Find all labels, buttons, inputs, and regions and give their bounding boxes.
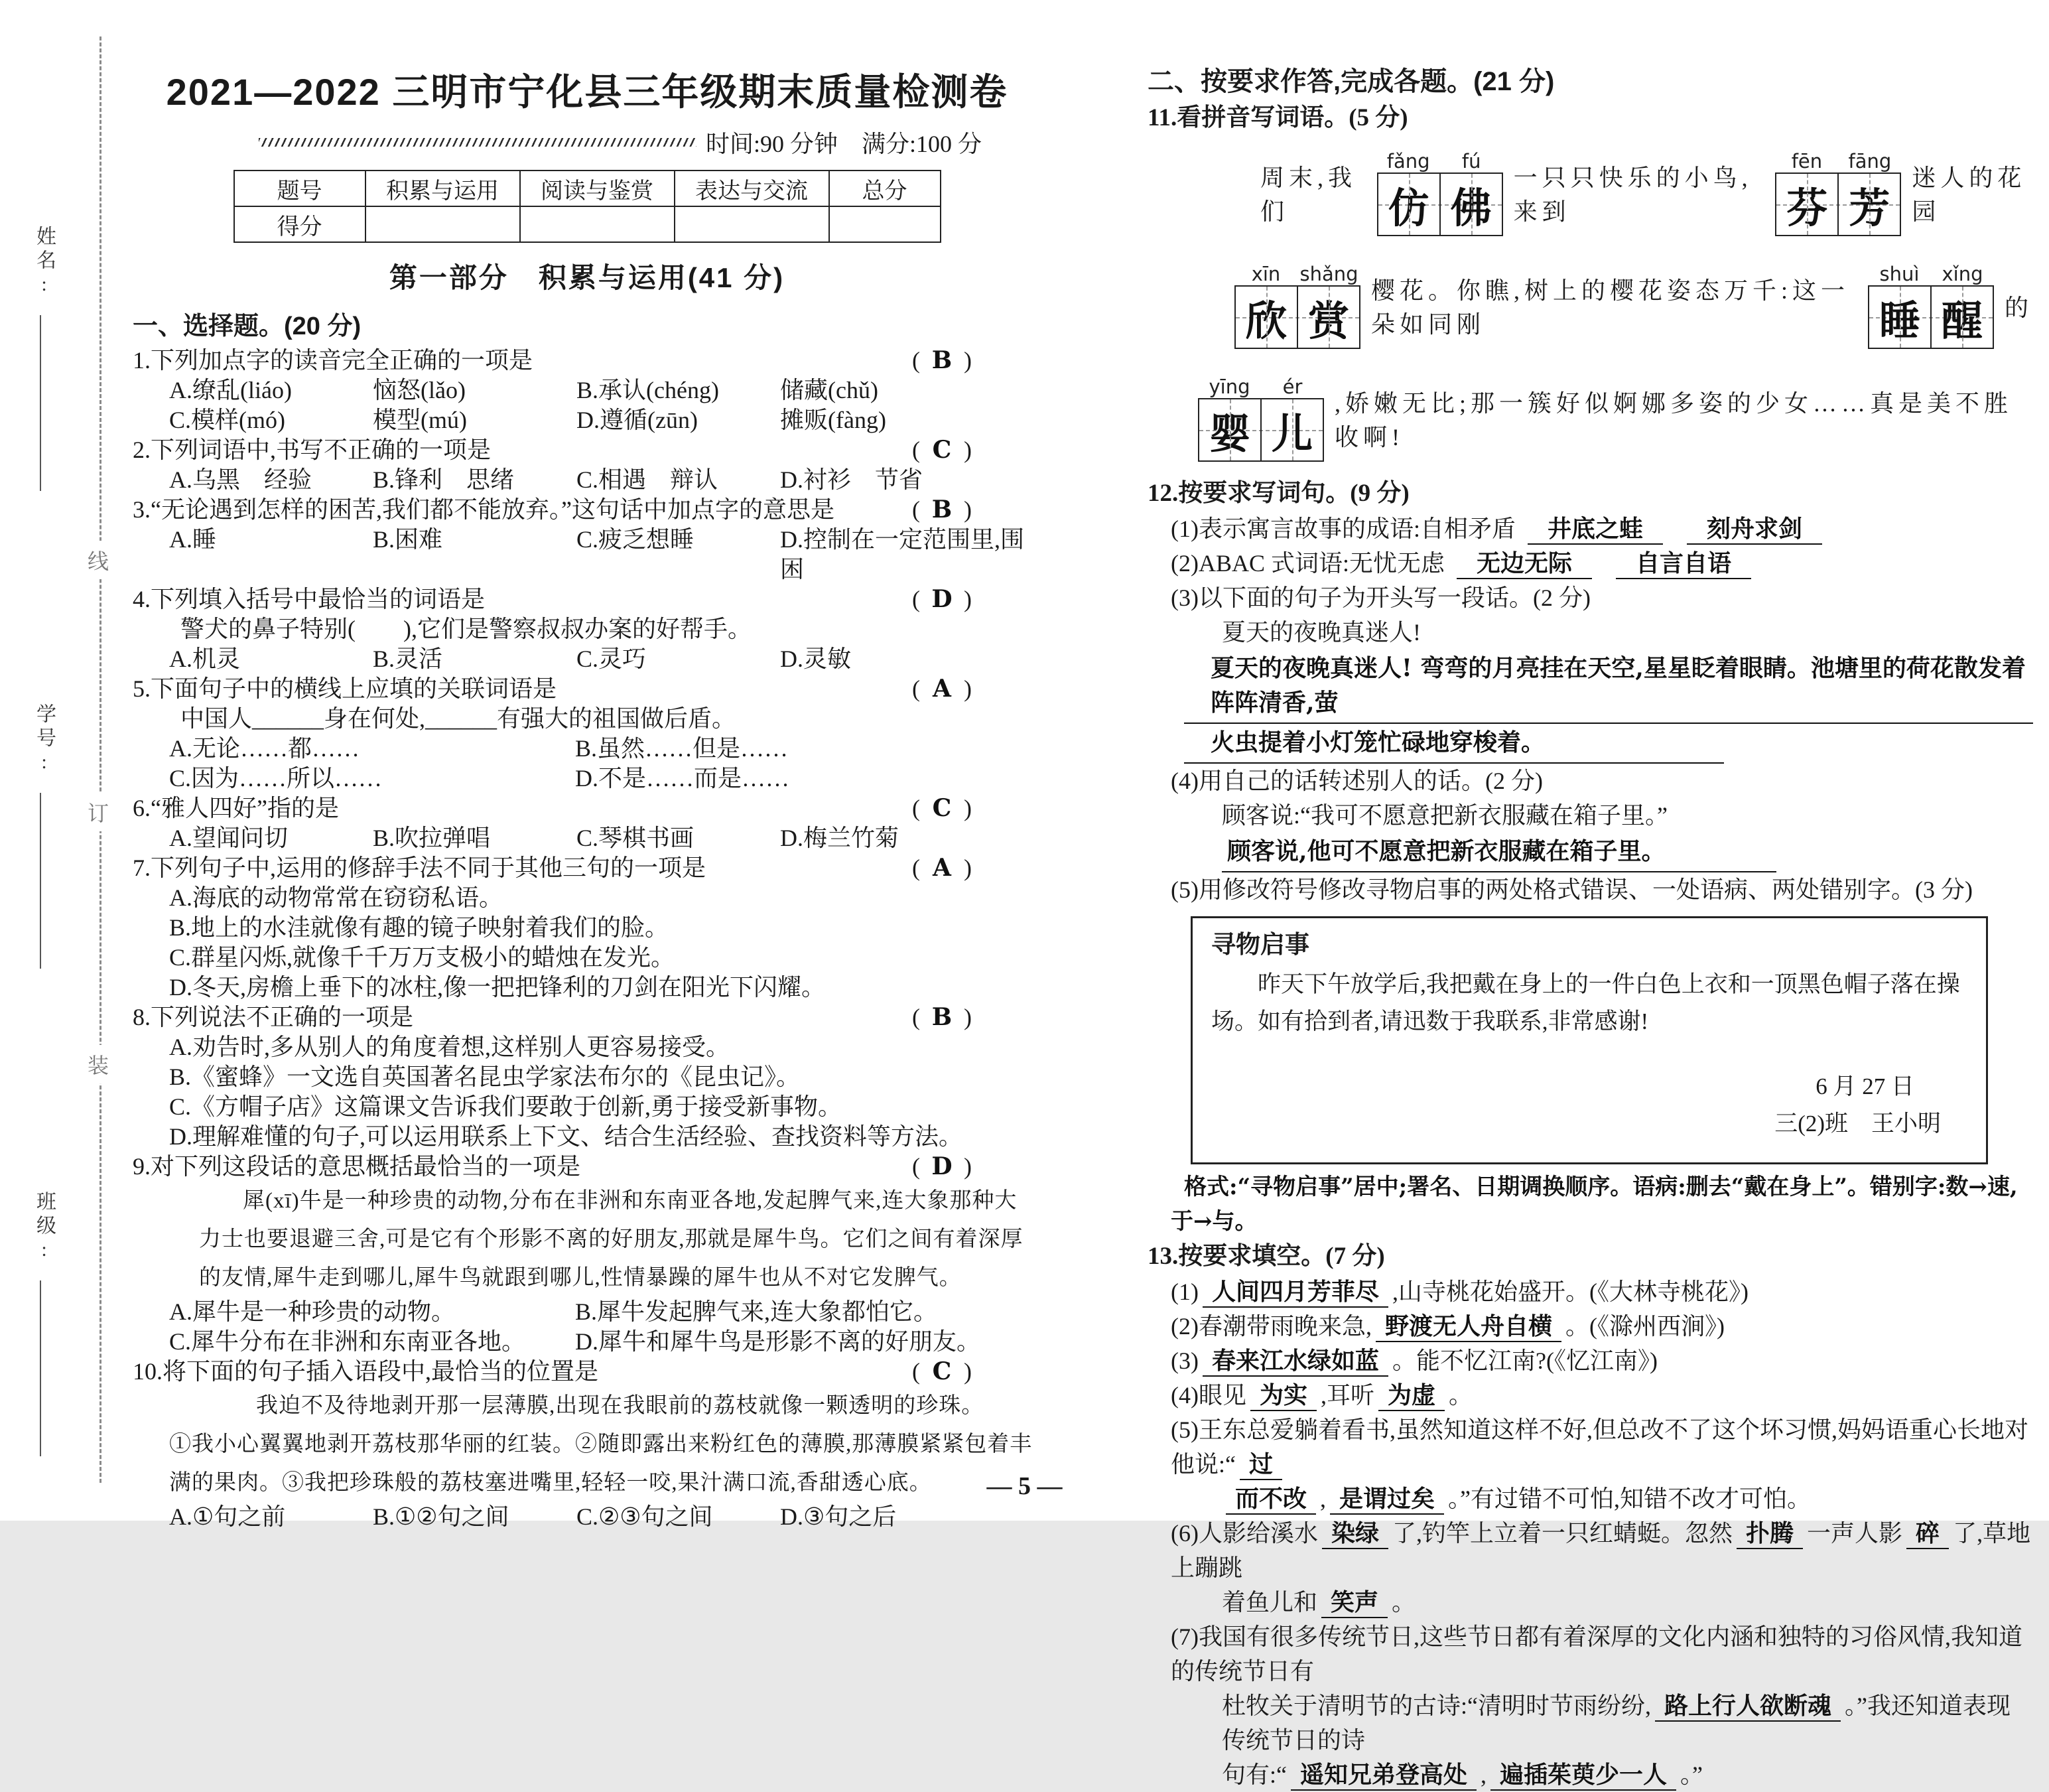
time-and-score: 时间:90 分钟 满分:100 分 bbox=[705, 131, 982, 157]
decorative-zigzag bbox=[259, 138, 696, 147]
question-stem: 2.下列词语中,书写不正确的一项是 bbox=[133, 437, 492, 463]
question-stem: 10.将下面的句子插入语段中,最恰当的位置是 bbox=[133, 1358, 599, 1385]
correction-note-line2: 于→与。 bbox=[1171, 1208, 1258, 1235]
lost-and-found-notice-box bbox=[1191, 916, 1988, 1164]
pinyin-writing-box bbox=[1868, 263, 1994, 349]
option: A.睡 bbox=[169, 526, 216, 553]
option: B.困难 bbox=[373, 526, 443, 553]
row-text: 一只只快乐的小鸟,来到 bbox=[1513, 165, 1752, 225]
pinyin-row-3 bbox=[1148, 363, 2033, 474]
pinyin-row-1 bbox=[1148, 137, 2033, 249]
row-text: 周末,我们 bbox=[1260, 165, 1357, 225]
question-11-heading: 11.看拼音写词语。(5 分) bbox=[1148, 104, 1408, 131]
notice-title: 寻物启事 bbox=[1211, 931, 1309, 958]
binding-mark-ding: 订 bbox=[86, 793, 110, 831]
question-13-heading: 13.按要求填空。(7 分) bbox=[1148, 1243, 1385, 1270]
part1-heading: 一、选择题。(20 分) bbox=[133, 312, 362, 340]
row-text: 迷人的花园 bbox=[1912, 165, 2026, 225]
option: B.吹拉弹唱 bbox=[373, 825, 491, 851]
q12-item-3-answer-line2: 火虫提着小灯笼忙碌地穿梭着。 bbox=[1184, 724, 1724, 764]
option: B.虽然……但是…… bbox=[575, 735, 789, 762]
handwritten-answer: A bbox=[933, 675, 951, 703]
q12-item-3-answer-line1: 夏天的夜晚真迷人! 弯弯的月亮挂在天空,星星眨着眼睛。池塘里的荷花散发着阵阵清香,萤 bbox=[1184, 650, 2033, 724]
pinyin-writing-box bbox=[1198, 376, 1324, 462]
row-text: 的 bbox=[2004, 294, 2033, 321]
q13-item-1: (1) 人间四月芳菲尽 ,山寺桃花始盛开。(《大林寺桃花》) bbox=[1148, 1275, 2033, 1309]
score-cell-empty bbox=[520, 206, 675, 242]
student-id-label: 学号: bbox=[33, 703, 55, 777]
q12-item-4-answer: 顾客说,他可不愿意把新衣服藏在箱子里。 bbox=[1222, 833, 1776, 872]
option: C.《方帽子店》这篇课文告诉我们要敢于创新,勇于接受新事物。 bbox=[169, 1093, 842, 1120]
option: D.控制在一定范围里,围困 bbox=[780, 526, 1024, 583]
reading-passage: ①我小心翼翼地剥开荔枝那华丽的红装。②随即露出来粉红色的薄膜,那薄膜紧紧包着丰满的果肉。③我把珍珠般的荔枝塞进嘴里,轻轻一咬,果汁满口流,香甜透心底。 bbox=[169, 1432, 1033, 1495]
score-table-header: 题号 bbox=[234, 171, 365, 206]
question-sentence: 警犬的鼻子特别( ),它们是警察叔叔办案的好帮手。 bbox=[180, 616, 752, 642]
handwritten-character: 仿 bbox=[1378, 174, 1439, 235]
score-table-header: 阅读与鉴赏 bbox=[520, 171, 675, 206]
answer-blank: ( B ) bbox=[912, 346, 972, 374]
handwritten-character: 欣 bbox=[1236, 287, 1297, 348]
handwritten-character: 睡 bbox=[1869, 287, 1930, 348]
right-page bbox=[1148, 63, 2033, 1792]
question-3 bbox=[133, 495, 1041, 585]
pinyin-label: xǐng bbox=[1942, 263, 1983, 285]
option: D.犀牛和犀牛鸟是形影不离的好朋友。 bbox=[575, 1328, 980, 1355]
pinyin-label: fú bbox=[1461, 150, 1481, 172]
notice-signer: 三(2)班 王小明 bbox=[1774, 1111, 1941, 1137]
question-9 bbox=[133, 1152, 1041, 1357]
option: B.地上的水洼就像有趣的镜子映射着我们的脸。 bbox=[169, 914, 669, 941]
handwritten-answer: D bbox=[931, 1152, 953, 1180]
question-stem: 3.“无论遇到怎样的困苦,我们都不能放弃。”这句话中加点字的意思是 bbox=[133, 496, 834, 523]
option: A.望闻问切 bbox=[169, 825, 288, 851]
handwritten-answer: A bbox=[933, 854, 951, 882]
q13-item-7-line3: 句有:“ 遥知兄弟登高处 , 遍插茱萸少一人 。” bbox=[1148, 1758, 2033, 1792]
q13-item-3: (3) 春来江水绿如蓝 。能不忆江南?(《忆江南》) bbox=[1148, 1344, 2033, 1378]
handwritten-character: 醒 bbox=[1930, 287, 1993, 348]
option: D.冬天,房檐上垂下的冰柱,像一把把锋利的刀剑在阳光下闪耀。 bbox=[169, 974, 825, 1000]
reading-passage: 犀(xī)牛是一种珍贵的动物,分布在非洲和东南亚各地,发起脾气来,连大象那种大力士也要退避三舍,可是它有个形影不离的好朋友,那就是犀牛鸟。它们之间有着深厚的友情,犀牛走到哪儿,犀牛鸟就跟到哪儿,性情暴躁的犀牛也从不对它发脾气。 bbox=[199, 1189, 1024, 1290]
question-10 bbox=[133, 1357, 1041, 1532]
option: C.灵巧 bbox=[576, 646, 647, 672]
student-name-blank-line bbox=[40, 315, 41, 491]
question-2 bbox=[133, 435, 1041, 495]
student-class-blank-line bbox=[40, 1280, 41, 1456]
q12-item-4-prompt: 顾客说:“我可不愿意把新衣服藏在箱子里。” bbox=[1222, 802, 1668, 829]
handwritten-answer: C bbox=[932, 794, 952, 822]
option: A.乌黑 经验 bbox=[169, 466, 312, 493]
q12-item-3-heading: (3)以下面的句子为开头写一段话。(2 分) bbox=[1171, 585, 1591, 611]
pinyin-label: shuì bbox=[1879, 263, 1920, 285]
question-stem: 5.下面句子中的横线上应填的关联词语是 bbox=[133, 675, 557, 702]
option: C.②③句之间 bbox=[576, 1503, 713, 1530]
score-table-header: 表达与交流 bbox=[675, 171, 829, 206]
row-text: 樱花。你瞧,树上的樱花姿态万千:这一朵如同刚 bbox=[1371, 277, 1850, 338]
row-text: ,娇嫩无比;那一簇好似婀娜多姿的少女……真是美不胜收啊! bbox=[1335, 390, 2013, 450]
option: C.因为……所以…… bbox=[169, 765, 383, 792]
pinyin-label: ér bbox=[1282, 376, 1303, 398]
answer-blank: ( C ) bbox=[912, 794, 972, 822]
option: A.①句之前 bbox=[169, 1503, 286, 1530]
q12-item-1: (1)表示寓言故事的成语:自相矛盾 井底之蛙 刻舟求剑 bbox=[1148, 512, 2033, 546]
q12-item-4-heading: (4)用自己的话转述别人的话。(2 分) bbox=[1171, 768, 1543, 794]
student-class-label: 班级: bbox=[33, 1191, 55, 1265]
option: C.疲乏想睡 bbox=[576, 526, 694, 553]
option: B.犀牛发起脾气来,连大象都怕它。 bbox=[575, 1298, 938, 1325]
option: D.③句之后 bbox=[780, 1503, 897, 1530]
handwritten-answer: B bbox=[931, 496, 953, 523]
handwritten-answer: B bbox=[931, 1003, 953, 1031]
option: A.劝告时,多从别人的角度着想,这样别人更容易接受。 bbox=[169, 1034, 730, 1060]
question-stem: 7.下列句子中,运用的修辞手法不同于其他三句的一项是 bbox=[133, 855, 706, 881]
handwritten-answer: C bbox=[932, 1357, 952, 1385]
notice-body: 昨天下午放学后,我把戴在身上的一件白色上衣和一顶黑色帽子落在操场。如有拾到者,请迅数于我联系,非常感谢! bbox=[1211, 971, 1960, 1034]
option: D.不是……而是…… bbox=[575, 765, 789, 792]
handwritten-character: 儿 bbox=[1260, 399, 1323, 460]
left-page bbox=[133, 63, 1041, 1532]
handwritten-character: 赏 bbox=[1297, 287, 1359, 348]
answer-blank: ( C ) bbox=[912, 1357, 972, 1385]
section1-heading: 第一部分 积累与运用(41 分) bbox=[389, 262, 785, 293]
option: C.群星闪烁,就像千千万万支极小的蜡烛在发光。 bbox=[169, 944, 675, 971]
q12-item-3-prompt: 夏天的夜晚真迷人! bbox=[1222, 619, 1421, 646]
pinyin-label: shǎng bbox=[1299, 263, 1358, 285]
binding-mark-xian: 线 bbox=[86, 541, 110, 579]
option: D.灵敏 bbox=[780, 646, 851, 672]
page-number: — 5 — bbox=[986, 1472, 1063, 1500]
pinyin-label: yīng bbox=[1209, 376, 1250, 398]
paper-title: 2021—2022 三明市宁化县三年级期末质量检测卷 bbox=[166, 71, 1008, 113]
question-4 bbox=[133, 585, 1041, 674]
handwritten-character: 芳 bbox=[1837, 174, 1900, 235]
q13-item-6-line1: (6)人影给溪水 染绿 了,钓竿上立着一只红蜻蜓。忽然 扑腾 一声人影 碎 了,草地上蹦跳 bbox=[1171, 1519, 2031, 1581]
option: C.琴棋书画 bbox=[576, 825, 694, 851]
question-stem: 6.“雅人四好”指的是 bbox=[133, 795, 339, 821]
student-id-blank-line bbox=[40, 793, 41, 969]
answer-blank: ( D ) bbox=[912, 585, 972, 613]
q12-item-5-heading: (5)用修改符号修改寻物启事的两处格式错误、一处语病、两处错别字。(3 分) bbox=[1171, 876, 1973, 903]
question-12-heading: 12.按要求写词句。(9 分) bbox=[1148, 480, 1410, 507]
handwritten-character: 芬 bbox=[1776, 174, 1837, 235]
handwritten-character: 婴 bbox=[1199, 399, 1260, 460]
answer-blank: ( B ) bbox=[912, 1003, 972, 1031]
option: D.理解难懂的句子,可以运用联系上下文、结合生活经验、查找资料等方法。 bbox=[169, 1123, 962, 1150]
option: B.①②句之间 bbox=[373, 1503, 509, 1530]
question-6 bbox=[133, 793, 1041, 853]
answer-blank: ( A ) bbox=[912, 675, 972, 703]
pinyin-row-2 bbox=[1148, 250, 2033, 362]
pinyin-writing-box bbox=[1234, 263, 1360, 349]
correction-note-line1: 格式:“寻物启事”居中;署名、日期调换顺序。语病:删去“戴在身上”。错别字:数→速, bbox=[1184, 1174, 2018, 1200]
q13-item-5-line2: 而不改 , 是谓过矣 。”有过错不可怕,知错不改才可怕。 bbox=[1148, 1482, 2033, 1516]
score-row-label: 得分 bbox=[234, 206, 365, 242]
option: D.梅兰竹菊 bbox=[780, 825, 899, 851]
question-1 bbox=[133, 346, 1041, 435]
pinyin-writing-box bbox=[1377, 150, 1503, 236]
option: C.犀牛分布在非洲和东南亚各地。 bbox=[169, 1328, 526, 1355]
pinyin-label: xīn bbox=[1251, 263, 1281, 285]
option: 模型(mú) bbox=[373, 407, 467, 433]
q13-item-4: (4)眼见 为实 ,耳听 为虚 。 bbox=[1148, 1378, 2033, 1413]
q13-item-2: (2)春潮带雨晚来急, 野渡无人舟自横 。(《滁州西涧》) bbox=[1148, 1309, 2033, 1344]
student-name-label: 姓名: bbox=[33, 226, 55, 299]
question-8 bbox=[133, 1002, 1041, 1152]
option: B.《蜜蜂》一文选自英国著名昆虫学家法布尔的《昆虫记》。 bbox=[169, 1064, 801, 1090]
answer-blank: ( C ) bbox=[912, 436, 972, 464]
pinyin-writing-box bbox=[1775, 150, 1901, 236]
binding-mark-zhuang: 装 bbox=[86, 1045, 110, 1083]
option: A.缭乱(liáo) bbox=[169, 377, 292, 403]
option: A.犀牛是一种珍贵的动物。 bbox=[169, 1298, 455, 1325]
question-5 bbox=[133, 674, 1041, 793]
option: C.相遇 辩认 bbox=[576, 466, 718, 493]
notice-date: 6 月 27 日 bbox=[1816, 1073, 1914, 1099]
pinyin-label: fēn bbox=[1791, 150, 1823, 172]
option: 摊贩(fàng) bbox=[780, 407, 886, 433]
option: B.灵活 bbox=[373, 646, 443, 672]
option: A.无论……都…… bbox=[169, 735, 360, 762]
pinyin-label: fǎng bbox=[1386, 150, 1430, 172]
score-cell-empty bbox=[675, 206, 829, 242]
handwritten-answer: C bbox=[932, 436, 952, 464]
question-stem: 1.下列加点字的读音完全正确的一项是 bbox=[133, 347, 533, 374]
handwritten-character: 佛 bbox=[1439, 174, 1502, 235]
answer-blank: ( D ) bbox=[912, 1152, 972, 1180]
option: A.机灵 bbox=[169, 646, 240, 672]
section2-heading: 二、按要求作答,完成各题。(21 分) bbox=[1148, 67, 1555, 96]
pinyin-label: fāng bbox=[1848, 150, 1892, 172]
question-sentence: 中国人______身在何处,______有强大的祖国做后盾。 bbox=[180, 705, 736, 732]
option: D.遵循(zūn) bbox=[576, 407, 698, 433]
option: 储藏(chǔ) bbox=[780, 377, 878, 403]
score-cell-empty bbox=[365, 206, 520, 242]
option: B.锋利 思绪 bbox=[373, 466, 515, 493]
option: B.承认(chéng) bbox=[576, 377, 719, 403]
handwritten-answer: B bbox=[931, 346, 953, 374]
insert-sentence: 我迫不及待地剥开那一层薄膜,出现在我眼前的荔枝就像一颗透明的珍珠。 bbox=[256, 1394, 984, 1418]
q13-item-6-line2: 着鱼儿和 笑声 。 bbox=[1148, 1585, 2033, 1620]
q13-item-5-line1: (5)王东总爱躺着看书,虽然知道这样不好,但总改不了这个坏习惯,妈妈语重心长地对他说:“ 过 bbox=[1148, 1413, 2033, 1482]
option: 恼怒(lǎo) bbox=[373, 377, 466, 403]
handwritten-answer: D bbox=[931, 585, 953, 613]
score-table-header: 总分 bbox=[829, 171, 941, 206]
option: D.衬衫 节省 bbox=[780, 466, 923, 493]
question-7 bbox=[133, 853, 1041, 1002]
q13-item-7-line2: 杜牧关于清明节的古诗:“清明时节雨纷纷, 路上行人欲断魂 。”我还知道表现传统节日的诗 bbox=[1222, 1692, 2011, 1754]
score-table-header: 积累与运用 bbox=[365, 171, 520, 206]
option: A.海底的动物常常在窃窃私语。 bbox=[169, 884, 503, 911]
question-stem: 8.下列说法不正确的一项是 bbox=[133, 1004, 414, 1030]
answer-blank: ( B ) bbox=[912, 496, 972, 523]
answer-blank: ( A ) bbox=[912, 854, 972, 882]
question-stem: 9.对下列这段话的意思概括最恰当的一项是 bbox=[133, 1153, 581, 1180]
binding-dashed-line bbox=[99, 36, 101, 1483]
option: C.模样(mó) bbox=[169, 407, 285, 433]
score-cell-empty bbox=[829, 206, 941, 242]
q13-item-7-line1: (7)我国有很多传统节日,这些节日都有着深厚的文化内涵和独特的习俗风情,我知道的传统节日有 bbox=[1171, 1623, 2022, 1685]
question-stem: 4.下列填入括号中最恰当的词语是 bbox=[133, 586, 486, 612]
score-table bbox=[233, 170, 941, 243]
q12-item-2: (2)ABAC 式词语:无忧无虑 无边无际 自言自语 bbox=[1148, 546, 2033, 581]
